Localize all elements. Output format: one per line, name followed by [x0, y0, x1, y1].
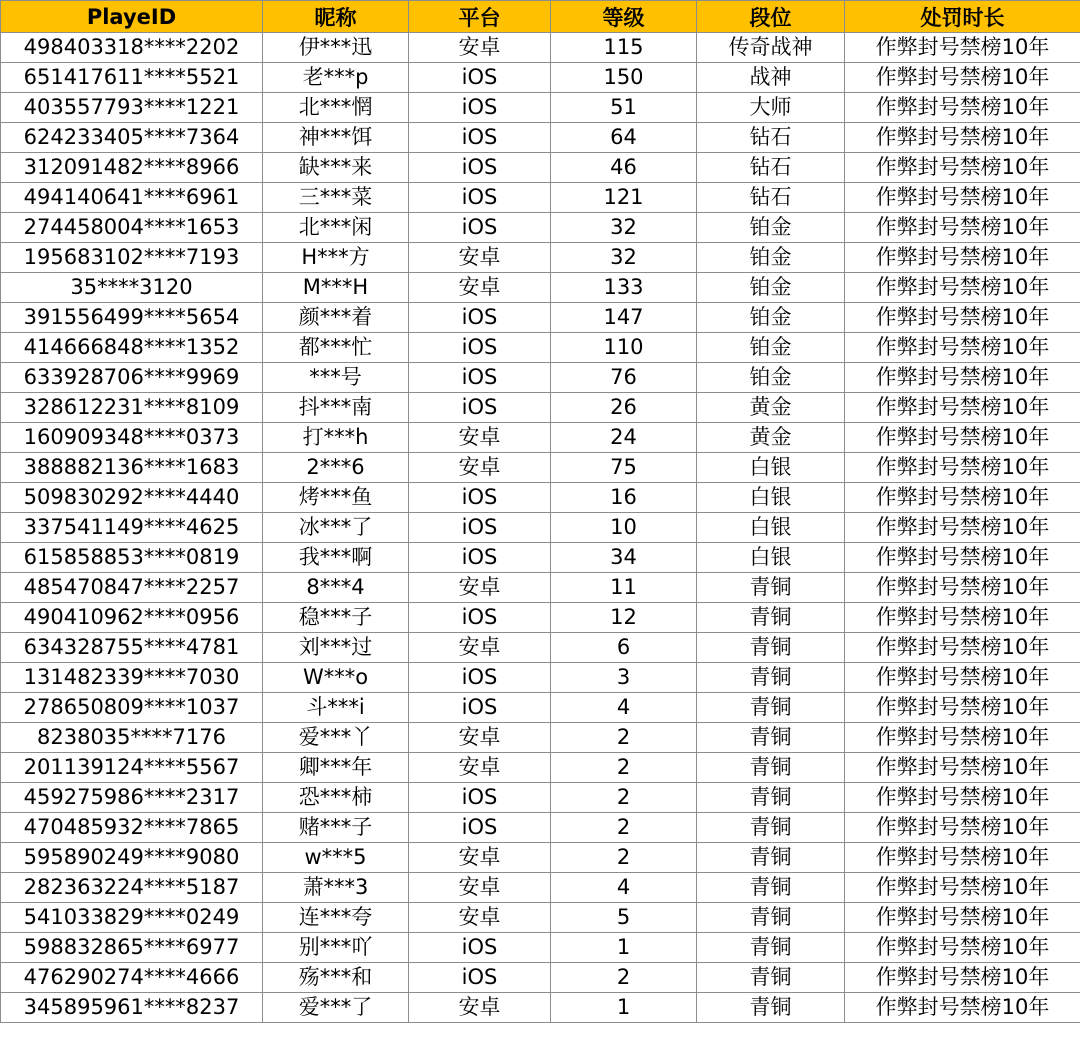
cell-rank: 青铜 [697, 693, 845, 723]
table-row [1, 873, 1080, 903]
cell-nickname: 斗***i [263, 693, 409, 723]
cell-nickname: 连***夸 [263, 903, 409, 933]
cell-level: 2 [551, 723, 697, 753]
cell-rank: 青铜 [697, 873, 845, 903]
cell-penalty: 作弊封号禁榜10年 [845, 63, 1080, 93]
cell-player-id: 282363224****5187 [1, 873, 263, 903]
table-row [1, 573, 1080, 603]
cell-player-id: 476290274****4666 [1, 963, 263, 993]
cell-nickname: 北***闲 [263, 213, 409, 243]
table-row [1, 243, 1080, 273]
cell-penalty: 作弊封号禁榜10年 [845, 303, 1080, 333]
cell-penalty: 作弊封号禁榜10年 [845, 183, 1080, 213]
cell-level: 2 [551, 783, 697, 813]
cell-nickname: 伊***迅 [263, 33, 409, 63]
cell-player-id: 651417611****5521 [1, 63, 263, 93]
cell-penalty: 作弊封号禁榜10年 [845, 603, 1080, 633]
table-row [1, 783, 1080, 813]
cell-platform: iOS [409, 663, 551, 693]
cell-penalty: 作弊封号禁榜10年 [845, 453, 1080, 483]
cell-rank: 黄金 [697, 393, 845, 423]
cell-player-id: 494140641****6961 [1, 183, 263, 213]
cell-platform: 安卓 [409, 453, 551, 483]
cell-level: 3 [551, 663, 697, 693]
cell-player-id: 278650809****1037 [1, 693, 263, 723]
cell-rank: 战神 [697, 63, 845, 93]
cell-nickname: M***H [263, 273, 409, 303]
cell-rank: 钻石 [697, 153, 845, 183]
cell-penalty: 作弊封号禁榜10年 [845, 663, 1080, 693]
cell-level: 16 [551, 483, 697, 513]
cell-nickname: W***o [263, 663, 409, 693]
cell-platform: iOS [409, 363, 551, 393]
cell-platform: 安卓 [409, 753, 551, 783]
cell-level: 133 [551, 273, 697, 303]
cell-level: 121 [551, 183, 697, 213]
cell-penalty: 作弊封号禁榜10年 [845, 573, 1080, 603]
header-player-id: PlayeID [1, 1, 263, 33]
cell-penalty: 作弊封号禁榜10年 [845, 903, 1080, 933]
cell-level: 147 [551, 303, 697, 333]
cell-player-id: 345895961****8237 [1, 993, 263, 1023]
cell-nickname: 打***h [263, 423, 409, 453]
cell-platform: iOS [409, 603, 551, 633]
cell-player-id: 337541149****4625 [1, 513, 263, 543]
cell-penalty: 作弊封号禁榜10年 [845, 843, 1080, 873]
cell-rank: 钻石 [697, 123, 845, 153]
cell-level: 2 [551, 813, 697, 843]
cell-platform: iOS [409, 393, 551, 423]
cell-platform: 安卓 [409, 573, 551, 603]
cell-player-id: 459275986****2317 [1, 783, 263, 813]
cell-rank: 青铜 [697, 963, 845, 993]
cell-rank: 青铜 [697, 783, 845, 813]
cell-level: 1 [551, 993, 697, 1023]
cell-level: 34 [551, 543, 697, 573]
table-row [1, 453, 1080, 483]
cell-level: 10 [551, 513, 697, 543]
cell-platform: iOS [409, 483, 551, 513]
cell-level: 11 [551, 573, 697, 603]
cell-penalty: 作弊封号禁榜10年 [845, 723, 1080, 753]
cell-rank: 青铜 [697, 573, 845, 603]
cell-player-id: 509830292****4440 [1, 483, 263, 513]
cell-nickname: 神***饵 [263, 123, 409, 153]
cell-nickname: 恐***柿 [263, 783, 409, 813]
cell-level: 110 [551, 333, 697, 363]
cell-penalty: 作弊封号禁榜10年 [845, 873, 1080, 903]
cell-rank: 青铜 [697, 843, 845, 873]
cell-nickname: 爱***了 [263, 993, 409, 1023]
cell-level: 1 [551, 933, 697, 963]
cell-penalty: 作弊封号禁榜10年 [845, 753, 1080, 783]
cell-penalty: 作弊封号禁榜10年 [845, 963, 1080, 993]
cell-platform: 安卓 [409, 243, 551, 273]
table-row [1, 513, 1080, 543]
cell-penalty: 作弊封号禁榜10年 [845, 633, 1080, 663]
cell-penalty: 作弊封号禁榜10年 [845, 333, 1080, 363]
cell-platform: iOS [409, 783, 551, 813]
table-row [1, 843, 1080, 873]
header-platform: 平台 [409, 1, 551, 33]
cell-level: 4 [551, 873, 697, 903]
header-level: 等级 [551, 1, 697, 33]
cell-platform: iOS [409, 933, 551, 963]
cell-nickname: 赌***子 [263, 813, 409, 843]
table-row [1, 363, 1080, 393]
cell-level: 75 [551, 453, 697, 483]
table-row [1, 603, 1080, 633]
cell-level: 4 [551, 693, 697, 723]
cell-rank: 青铜 [697, 813, 845, 843]
cell-rank: 白银 [697, 543, 845, 573]
cell-level: 51 [551, 93, 697, 123]
cell-penalty: 作弊封号禁榜10年 [845, 363, 1080, 393]
cell-level: 46 [551, 153, 697, 183]
cell-nickname: 缺***来 [263, 153, 409, 183]
table-row [1, 303, 1080, 333]
cell-nickname: 颜***着 [263, 303, 409, 333]
cell-level: 32 [551, 213, 697, 243]
cell-player-id: 131482339****7030 [1, 663, 263, 693]
table-row [1, 963, 1080, 993]
cell-level: 32 [551, 243, 697, 273]
cell-player-id: 201139124****5567 [1, 753, 263, 783]
cell-nickname: 萧***3 [263, 873, 409, 903]
cell-nickname: ***号 [263, 363, 409, 393]
table-row [1, 33, 1080, 63]
cell-platform: 安卓 [409, 993, 551, 1023]
cell-nickname: 卿***年 [263, 753, 409, 783]
cell-platform: 安卓 [409, 423, 551, 453]
cell-player-id: 312091482****8966 [1, 153, 263, 183]
table-row [1, 663, 1080, 693]
cell-platform: 安卓 [409, 873, 551, 903]
cell-penalty: 作弊封号禁榜10年 [845, 93, 1080, 123]
cell-rank: 青铜 [697, 933, 845, 963]
table-row [1, 273, 1080, 303]
cell-platform: iOS [409, 93, 551, 123]
cell-penalty: 作弊封号禁榜10年 [845, 393, 1080, 423]
table-row [1, 903, 1080, 933]
cell-level: 115 [551, 33, 697, 63]
cell-rank: 青铜 [697, 753, 845, 783]
cell-nickname: 北***惘 [263, 93, 409, 123]
cell-rank: 大师 [697, 93, 845, 123]
cell-nickname: 都***忙 [263, 333, 409, 363]
table-row [1, 153, 1080, 183]
cell-player-id: 8238035****7176 [1, 723, 263, 753]
cell-player-id: 498403318****2202 [1, 33, 263, 63]
cell-nickname: 冰***了 [263, 513, 409, 543]
cell-rank: 青铜 [697, 663, 845, 693]
cell-level: 64 [551, 123, 697, 153]
cell-penalty: 作弊封号禁榜10年 [845, 543, 1080, 573]
cell-player-id: 598832865****6977 [1, 933, 263, 963]
cell-platform: 安卓 [409, 273, 551, 303]
cell-rank: 青铜 [697, 633, 845, 663]
table-row [1, 933, 1080, 963]
cell-rank: 铂金 [697, 243, 845, 273]
cell-platform: iOS [409, 813, 551, 843]
cell-level: 5 [551, 903, 697, 933]
cell-nickname: 三***菜 [263, 183, 409, 213]
cell-nickname: 烤***鱼 [263, 483, 409, 513]
table-body [1, 33, 1080, 1023]
header-row [1, 1, 1080, 33]
cell-penalty: 作弊封号禁榜10年 [845, 483, 1080, 513]
cell-rank: 白银 [697, 483, 845, 513]
cell-player-id: 414666848****1352 [1, 333, 263, 363]
cell-rank: 青铜 [697, 723, 845, 753]
cell-player-id: 391556499****5654 [1, 303, 263, 333]
table-row [1, 993, 1080, 1023]
cell-nickname: H***方 [263, 243, 409, 273]
cell-player-id: 624233405****7364 [1, 123, 263, 153]
cell-player-id: 615858853****0819 [1, 543, 263, 573]
cell-player-id: 490410962****0956 [1, 603, 263, 633]
cell-player-id: 35****3120 [1, 273, 263, 303]
table-row [1, 693, 1080, 723]
cell-nickname: 殇***和 [263, 963, 409, 993]
cell-player-id: 403557793****1221 [1, 93, 263, 123]
table-row [1, 333, 1080, 363]
cell-rank: 铂金 [697, 303, 845, 333]
cell-penalty: 作弊封号禁榜10年 [845, 693, 1080, 723]
table-row [1, 123, 1080, 153]
cell-level: 24 [551, 423, 697, 453]
cell-platform: iOS [409, 693, 551, 723]
cell-penalty: 作弊封号禁榜10年 [845, 783, 1080, 813]
cell-level: 6 [551, 633, 697, 663]
cell-player-id: 160909348****0373 [1, 423, 263, 453]
table-row [1, 753, 1080, 783]
cell-penalty: 作弊封号禁榜10年 [845, 153, 1080, 183]
cell-nickname: 稳***子 [263, 603, 409, 633]
table-row [1, 543, 1080, 573]
cell-penalty: 作弊封号禁榜10年 [845, 813, 1080, 843]
cell-platform: 安卓 [409, 903, 551, 933]
cell-nickname: 我***啊 [263, 543, 409, 573]
cell-player-id: 485470847****2257 [1, 573, 263, 603]
cell-nickname: 别***吖 [263, 933, 409, 963]
cell-nickname: w***5 [263, 843, 409, 873]
cell-platform: iOS [409, 963, 551, 993]
cell-player-id: 541033829****0249 [1, 903, 263, 933]
cell-level: 2 [551, 753, 697, 783]
cell-nickname: 2***6 [263, 453, 409, 483]
cell-platform: iOS [409, 513, 551, 543]
cell-rank: 铂金 [697, 213, 845, 243]
cell-platform: iOS [409, 213, 551, 243]
cell-level: 150 [551, 63, 697, 93]
table-row [1, 183, 1080, 213]
table-header [1, 1, 1080, 33]
header-nickname: 昵称 [263, 1, 409, 33]
table-row [1, 63, 1080, 93]
cell-penalty: 作弊封号禁榜10年 [845, 123, 1080, 153]
cell-rank: 白银 [697, 513, 845, 543]
cell-player-id: 328612231****8109 [1, 393, 263, 423]
cell-penalty: 作弊封号禁榜10年 [845, 273, 1080, 303]
cell-nickname: 爱***丫 [263, 723, 409, 753]
cell-platform: 安卓 [409, 843, 551, 873]
cell-platform: 安卓 [409, 33, 551, 63]
table-row [1, 93, 1080, 123]
cell-penalty: 作弊封号禁榜10年 [845, 243, 1080, 273]
cell-rank: 铂金 [697, 333, 845, 363]
table-row [1, 813, 1080, 843]
header-rank: 段位 [697, 1, 845, 33]
cell-penalty: 作弊封号禁榜10年 [845, 33, 1080, 63]
cell-player-id: 595890249****9080 [1, 843, 263, 873]
cell-level: 12 [551, 603, 697, 633]
cell-level: 2 [551, 843, 697, 873]
cell-penalty: 作弊封号禁榜10年 [845, 513, 1080, 543]
table-row [1, 393, 1080, 423]
cell-platform: 安卓 [409, 633, 551, 663]
cell-rank: 钻石 [697, 183, 845, 213]
cell-penalty: 作弊封号禁榜10年 [845, 423, 1080, 453]
cell-rank: 黄金 [697, 423, 845, 453]
table-row [1, 483, 1080, 513]
cell-rank: 青铜 [697, 993, 845, 1023]
cell-nickname: 老***p [263, 63, 409, 93]
cell-rank: 铂金 [697, 363, 845, 393]
cell-nickname: 刘***过 [263, 633, 409, 663]
cell-penalty: 作弊封号禁榜10年 [845, 933, 1080, 963]
cell-platform: iOS [409, 153, 551, 183]
cell-platform: iOS [409, 543, 551, 573]
cell-player-id: 388882136****1683 [1, 453, 263, 483]
cell-rank: 白银 [697, 453, 845, 483]
cell-player-id: 470485932****7865 [1, 813, 263, 843]
cell-player-id: 274458004****1653 [1, 213, 263, 243]
cell-penalty: 作弊封号禁榜10年 [845, 213, 1080, 243]
header-penalty: 处罚时长 [845, 1, 1080, 33]
cell-platform: iOS [409, 333, 551, 363]
cell-rank: 青铜 [697, 903, 845, 933]
cell-platform: iOS [409, 63, 551, 93]
table-row [1, 423, 1080, 453]
table-row [1, 723, 1080, 753]
cell-rank: 青铜 [697, 603, 845, 633]
cell-level: 26 [551, 393, 697, 423]
cell-platform: 安卓 [409, 723, 551, 753]
cell-level: 2 [551, 963, 697, 993]
cell-rank: 传奇战神 [697, 33, 845, 63]
cell-platform: iOS [409, 183, 551, 213]
cell-rank: 铂金 [697, 273, 845, 303]
cell-nickname: 8***4 [263, 573, 409, 603]
cell-penalty: 作弊封号禁榜10年 [845, 993, 1080, 1023]
cell-level: 76 [551, 363, 697, 393]
cell-player-id: 195683102****7193 [1, 243, 263, 273]
cell-platform: iOS [409, 123, 551, 153]
cell-platform: iOS [409, 303, 551, 333]
table-row [1, 213, 1080, 243]
cell-nickname: 抖***南 [263, 393, 409, 423]
cell-player-id: 633928706****9969 [1, 363, 263, 393]
cell-player-id: 634328755****4781 [1, 633, 263, 663]
table-row [1, 633, 1080, 663]
